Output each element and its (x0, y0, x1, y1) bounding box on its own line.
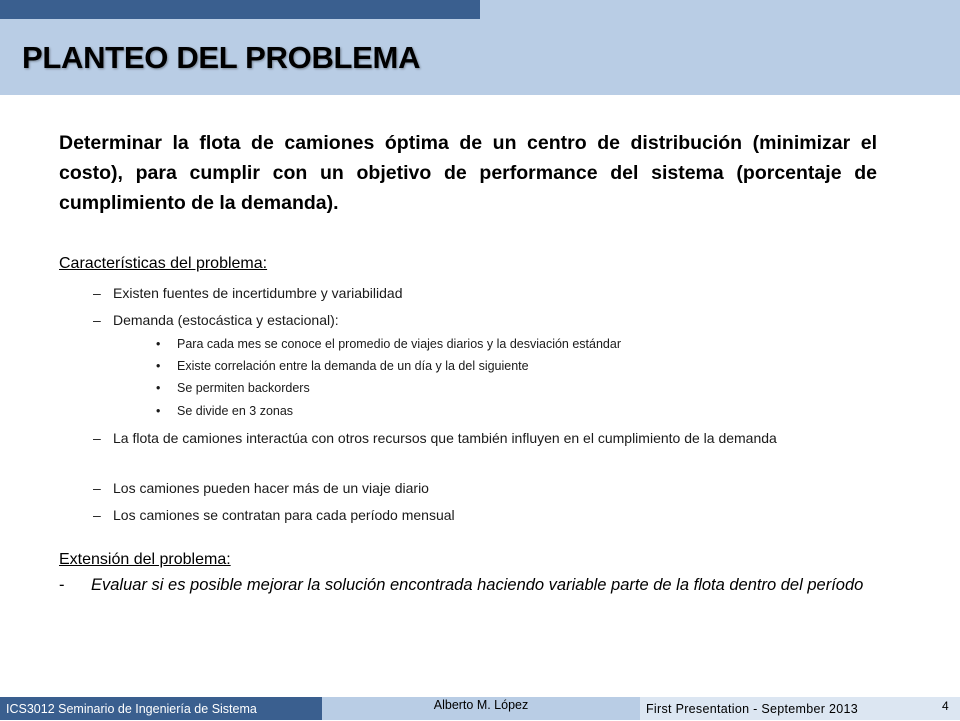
footer-author-box (322, 697, 640, 720)
characteristic-item (93, 507, 455, 523)
dash-marker: – (93, 312, 101, 328)
extension-heading: Extensión del problema: (59, 551, 231, 568)
dash-marker: – (93, 285, 101, 301)
dash-marker: – (93, 480, 101, 496)
demand-subitem-text: Se divide en 3 zonas (177, 404, 294, 418)
characteristics-heading: Características del problema: (59, 255, 268, 272)
bullet-marker: • (156, 404, 161, 418)
demand-subitem (156, 404, 294, 418)
dash-marker: – (93, 507, 101, 523)
dash-marker: – (93, 430, 101, 446)
characteristic-item (93, 480, 429, 496)
footer-presentation: First Presentation - September 2013 (640, 697, 960, 720)
bullet-marker: • (156, 337, 161, 351)
characteristic-text: Los camiones pueden hacer más de un viaje diario (113, 480, 429, 496)
extension-item (59, 576, 881, 595)
characteristic-text: Existen fuentes de incertidumbre y variabilidad (113, 285, 403, 301)
demand-subitem-text: Existe correlación entre la demanda de un día y la del siguiente (177, 359, 529, 373)
header-accent-bar (0, 0, 480, 19)
bullet-marker: • (156, 359, 161, 373)
demand-subitem (156, 359, 529, 373)
bullet-marker: • (156, 381, 161, 395)
dash-marker: - (59, 576, 65, 594)
characteristic-text: Demanda (estocástica y estacional): (113, 312, 339, 328)
characteristic-item (93, 312, 339, 328)
slide-title: PLANTEO DEL PROBLEMA (22, 40, 421, 75)
characteristic-item (93, 285, 403, 301)
footer-author: Alberto M. López (433, 698, 529, 712)
demand-subitem (156, 381, 310, 395)
extension-text: Evaluar si es posible mejorar la solución encontrada haciendo variable parte de la flota dentro del período (91, 576, 864, 594)
demand-subitem-text: Para cada mes se conoce el promedio de viajes diarios y la desviación estándar (177, 337, 621, 351)
problem-statement: Determinar la flota de camiones óptima de un centro de distribución (minimizar el costo), para cumplir con un objetivo de performance del sistema (porcentaje de cumplimiento de la demanda). (59, 132, 877, 214)
characteristic-text: Los camiones se contratan para cada período mensual (113, 507, 455, 523)
characteristic-item (93, 426, 893, 450)
footer-bar (0, 697, 960, 720)
footer-course: ICS3012 Seminario de Ingeniería de Sistema (0, 697, 322, 720)
demand-subitem-text: Se permiten backorders (177, 381, 310, 395)
characteristic-text: La flota de camiones interactúa con otros recursos que también influyen en el cumplimiento de la demanda (113, 430, 777, 446)
demand-subitem (156, 337, 621, 351)
page-number: 4 (942, 699, 949, 713)
